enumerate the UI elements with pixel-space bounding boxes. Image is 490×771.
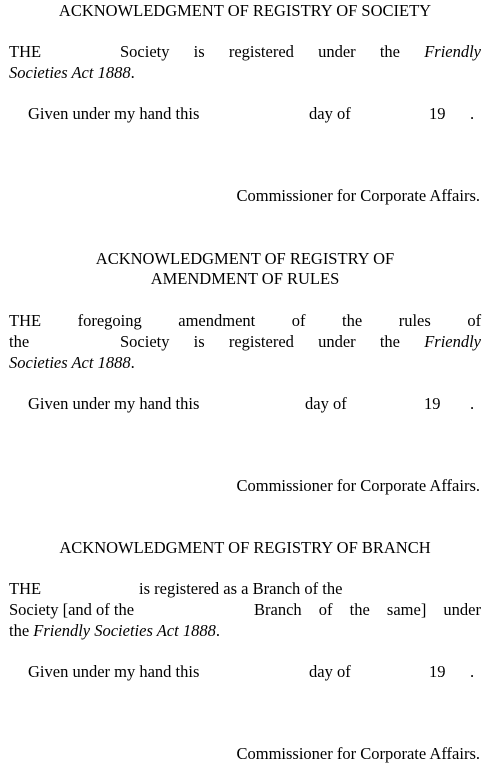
heading-line: ACKNOWLEDGMENT OF REGISTRY OF BRANCH — [59, 538, 431, 557]
section-3-body-line-2-rest — [254, 600, 481, 620]
body-text: . — [130, 63, 135, 82]
body-word: rules — [398, 311, 431, 330]
body-text: Society is registered under the — [120, 42, 400, 61]
act-name-italic: Friendly — [424, 42, 482, 61]
section-3-heading — [0, 538, 490, 558]
body-word: THE — [9, 311, 42, 330]
body-text: Society is registered under the — [120, 332, 400, 351]
year-prefix-text: 19 — [424, 394, 441, 413]
body-text: is registered as a Branch of the — [139, 579, 343, 598]
heading-line: AMENDMENT OF RULES — [150, 269, 340, 288]
section-3-body-line-1 — [9, 579, 41, 599]
body-text: THE — [9, 42, 42, 61]
body-word: the — [342, 311, 363, 330]
body-text: Society [and of the — [9, 600, 135, 619]
body-word: of — [467, 311, 482, 330]
body-word: foregoing — [77, 311, 142, 330]
section-1-body-line-2 — [9, 63, 135, 83]
section-1-heading — [0, 1, 490, 21]
section-2-heading-line-2 — [0, 269, 490, 289]
period-text: . — [470, 662, 475, 681]
day-of-text: day of — [305, 394, 347, 413]
year-prefix-text: 19 — [429, 662, 446, 681]
section-1-body-line-1-rest — [120, 42, 481, 62]
day-of-text: day of — [309, 104, 351, 123]
body-word: amendment — [178, 311, 256, 330]
body-text: the — [9, 621, 30, 640]
section-2-heading-line-1 — [0, 249, 490, 269]
body-text: Branch of the same] under — [254, 600, 481, 619]
body-text: . — [215, 621, 220, 640]
section-2-body-line-1 — [9, 311, 481, 331]
body-text: . — [130, 353, 135, 372]
section-2-body-line-3 — [9, 353, 135, 373]
day-of-text: day of — [309, 662, 351, 681]
section-2-signature: Commissioner for Corporate Affairs. — [236, 476, 480, 495]
section-1-body-line-1 — [9, 42, 41, 62]
given-under-hand-text: Given under my hand this — [28, 104, 200, 123]
act-name-italic: Friendly — [424, 332, 482, 351]
given-under-hand-text: Given under my hand this — [28, 394, 200, 413]
period-text: . — [470, 394, 475, 413]
section-3-body-line-3 — [9, 621, 220, 641]
section-2-body-line-2-rest — [120, 332, 481, 352]
act-name-italic: Societies Act 1888 — [9, 63, 131, 82]
act-name-italic: Friendly Societies Act 1888 — [33, 621, 216, 640]
section-3-body-line-1-rest — [139, 579, 342, 599]
act-name-italic: Societies Act 1888 — [9, 353, 131, 372]
section-3-body-line-2 — [9, 600, 134, 620]
body-word: of — [291, 311, 306, 330]
section-1-signature: Commissioner for Corporate Affairs. — [236, 186, 480, 205]
given-under-hand-text: Given under my hand this — [28, 662, 200, 681]
heading-line: ACKNOWLEDGMENT OF REGISTRY OF SOCIETY — [58, 1, 432, 20]
body-text: THE — [9, 579, 42, 598]
period-text: . — [470, 104, 475, 123]
section-2-body-line-2 — [9, 332, 29, 352]
section-3-signature: Commissioner for Corporate Affairs. — [236, 744, 480, 763]
year-prefix-text: 19 — [429, 104, 446, 123]
body-text: the — [9, 332, 30, 351]
heading-line: ACKNOWLEDGMENT OF REGISTRY OF — [95, 249, 395, 268]
